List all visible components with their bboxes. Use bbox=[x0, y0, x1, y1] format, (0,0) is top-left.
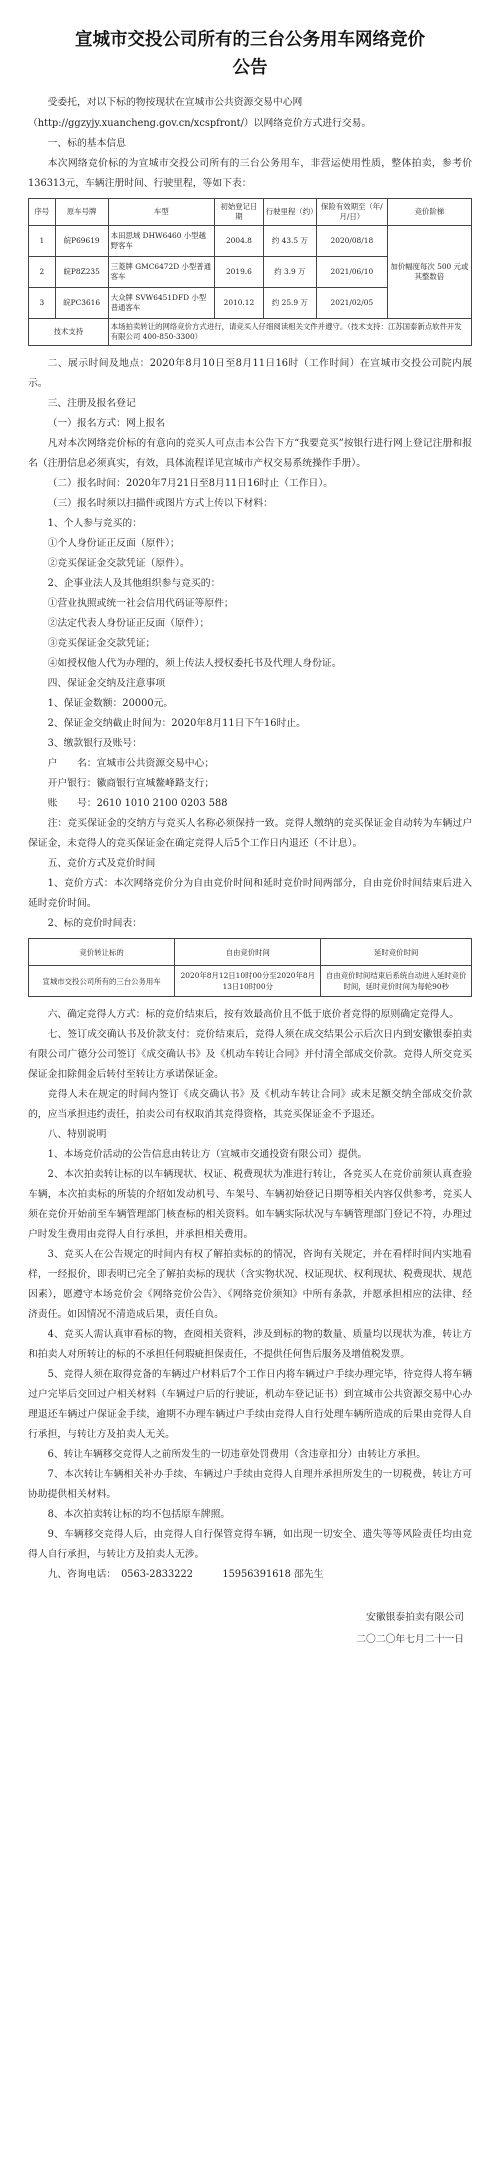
section-3-sub-2: （二）报名时间：2020年7月21日至8月11日16时止（工作日）。 bbox=[47, 478, 334, 489]
table-cell: 约 3.9 万 bbox=[263, 257, 316, 288]
title-line-1: 宣城市交投公司所有的三台公务用车网络竞价 bbox=[75, 30, 425, 50]
table-cell: 2020/08/18 bbox=[316, 226, 387, 257]
table-cell: 约 43.5 万 bbox=[263, 226, 316, 257]
signature-date: 二〇二〇年七月二十一日 bbox=[356, 1634, 464, 1645]
table-cell: 2021/02/05 bbox=[316, 288, 387, 319]
header-cell: 序号 bbox=[29, 199, 56, 226]
bid-step-cell: 加价幅度每次 500 元或其整数倍 bbox=[387, 226, 471, 319]
header-cell: 初始登记日期 bbox=[215, 199, 264, 226]
intro bbox=[28, 92, 472, 134]
table-cell: 2020年8月12日10时00分至2020年8月13日10时00分 bbox=[175, 966, 321, 997]
list-item: 4、竞买人需认真审看标的物，查阅相关资料，涉及到标的物的数量、质量均以现状为准，转让方和拍卖人对所转让的标的不承担任何瑕疵担保责任，不提供任何售后服务及增值税发票。 bbox=[28, 1329, 472, 1360]
list-item: 1、竞价方式：本次网络竞价分为自由竞价时间和延时竞价时间两部分，自由竞价时间结束后进入延时竞价时间。 bbox=[28, 878, 472, 909]
list-item: 7、本次转让车辆相关补办手续、车辆过户手续由竞得人自理并承担所发生的一切税费，转让方可协助提供相关材料。 bbox=[28, 1469, 472, 1500]
table-cell: 2010.12 bbox=[215, 288, 264, 319]
intro-line-2: （http://ggzyjy.xuancheng.gov.cn/xcspfront/）以网络竞价方式进行交易。 bbox=[28, 118, 372, 129]
table-cell: 皖PC3616 bbox=[55, 288, 108, 319]
tech-support-row bbox=[29, 319, 472, 346]
account-name: 户 名：宣城市公共资源交易中心； bbox=[47, 758, 215, 769]
section-7-text: 竞得人未在规定的时间内签订《成交确认书》及《机动车转让合同》或未足额交纳全部成交价款的，应当承担违约责任，拍卖公司有权取消其竞得资格，其竞买保证金不予退还。 bbox=[28, 1089, 472, 1120]
table-cell: 3 bbox=[29, 288, 56, 319]
table-cell: 约 25.9 万 bbox=[263, 288, 316, 319]
list-item: ①个人身份证正反面（原件）； bbox=[47, 538, 180, 549]
timing-table bbox=[28, 938, 472, 997]
section-1-text: 本次网络竞价标的为宣城市交投公司所有的三台公务用车，非营运使用性质，整体拍卖，参考价136313元，车辆注册时间、行驶里程，等如下表： bbox=[28, 158, 472, 189]
table-cell: 三菱牌 GMC6472D 小型普通客车 bbox=[108, 257, 214, 288]
header-cell: 竞价阶梯 bbox=[387, 199, 471, 226]
table-cell: 2 bbox=[29, 257, 56, 288]
list-item: ④如授权他人代为办理的，须上传法人授权委托书及代理人身份证。 bbox=[47, 658, 342, 669]
deposit-note: 注：竞买保证金的交纳方与竞买人名称必须保持一致。竞得人缴纳的竞买保证金自动转为车辆过户保证金，未竞得人的竞买保证金在确定竞得人后5个工作日内退还（不计息）。 bbox=[28, 818, 472, 849]
table-cell: 皖P8Z235 bbox=[55, 257, 108, 288]
section-8-heading: 八、特别说明 bbox=[47, 1129, 107, 1140]
section-4-heading: 四、保证金交纳及注意事项 bbox=[47, 678, 166, 689]
table-cell: 2021/06/10 bbox=[316, 257, 387, 288]
header-cell: 保险有效期至（年/月/日） bbox=[316, 199, 387, 226]
announcement-content bbox=[28, 26, 472, 1651]
list-item: 2、标的竞价时间表： bbox=[47, 918, 142, 929]
list-item: ③竞买保证金交款凭证； bbox=[47, 638, 156, 649]
account-number: 账 号：2610 1010 2100 0203 588 bbox=[47, 798, 228, 809]
intro-line-1: 受委托，对以下标的物按现状在宣城市公共资源交易中心网 bbox=[47, 97, 303, 108]
list-item: 3、缴款银行及账号： bbox=[47, 738, 142, 749]
header-cell: 自由竞价时间 bbox=[175, 939, 321, 966]
contact-phone: 九、咨询电话： 0563-2833222 15956391618 邵先生 bbox=[47, 1569, 324, 1580]
vehicle-table bbox=[28, 198, 472, 346]
signature-block bbox=[28, 1607, 472, 1651]
list-item: ①营业执照或统一社会信用代码证等原件； bbox=[47, 598, 234, 609]
table-cell: 皖P69619 bbox=[55, 226, 108, 257]
section-5-heading: 五、竞价方式及竞价时间 bbox=[47, 858, 156, 869]
list-item: 2、保证金交纳截止时间为：2020年8月11日下午16时止。 bbox=[47, 718, 306, 729]
table-cell: 2004.8 bbox=[215, 226, 264, 257]
list-item: 5、竞得人须在取得竞备的车辆过户材料后7个工作日内将车辆过户手续办理完毕，待竞得人将车辆过户完毕后交回过户相关材料（车辆过户后的行驶证，机动车登记证书）到宣城市公共资源交易中心办理退还车辆过户保证金手续，逾期不办理车辆过户手续由竞得人自行处理车辆所造成的后果由竞得人自行承担，与转让方及拍卖人无关。 bbox=[28, 1369, 472, 1440]
list-item: ②法定代表人身份证正反面（原件）； bbox=[47, 618, 210, 629]
list-item: 2、本次拍卖转让标的以车辆现状、权证、税费现状为准进行转让，各竞买人在竞价前须认真查验车辆，本次拍卖标的所装的介绍如发动机号、车架号、车辆初始登记日期等相关内容仅供参考，竞买人须在竞价开始前至车辆管理部门核查标的相关资料。如车辆实际状况与车辆管理部门登记不符，办理过户时发生费用由竞得人自行承担，并承担相关费用。 bbox=[28, 1169, 472, 1240]
page-title bbox=[28, 26, 472, 82]
tech-support-label: 技术支持 bbox=[29, 319, 109, 346]
tech-support-text: 本场拍卖转让的网络竞价方式进行，请竞买人仔细阅读相关文件并遵守。（技术支持：江苏国泰新点软件开发有限公司 400-850-3300） bbox=[108, 319, 471, 346]
signature-company: 安徽银泰拍卖有限公司 bbox=[366, 1612, 464, 1623]
section-3-sub-1: （一）报名方式：网上报名 bbox=[47, 418, 166, 429]
section-3-sub-3: （三）报名时须以扫描件或图片方式上传以下材料： bbox=[47, 498, 273, 509]
header-cell: 车型 bbox=[108, 199, 214, 226]
section-3-sub-1-text: 凡对本次网络竞价标的有意向的竞买人可点击本公告下方“我要竞买”按银行进行网上登记注册和报名（注册信息必须真实，有效，具体流程详见宣城市产权交易系统操作手册）。 bbox=[28, 438, 472, 469]
list-item: 2、企事业法人及其他组织参与竞买的： bbox=[47, 578, 221, 589]
header-cell: 延时竞价时间 bbox=[321, 939, 472, 966]
table-cell: 2019.6 bbox=[215, 257, 264, 288]
list-item: 9、车辆移交竞得人后，由竞得人自行保管竞得车辆，如出现一切安全、遗失等等风险责任均由竞得人自行承担，与转让方及拍卖人无涉。 bbox=[28, 1529, 472, 1560]
table-cell: 大众牌 SVW6451DFD 小型普通客车 bbox=[108, 288, 214, 319]
table-row bbox=[29, 966, 472, 997]
section-3-heading: 三、注册及报名登记 bbox=[47, 398, 136, 409]
account-bank: 开户银行：徽商银行宣城鳌峰路支行； bbox=[47, 778, 215, 789]
list-item: 6、转让车辆移交竞得人之前所发生的一切违章处罚费用（含违章扣分）由转让方承担。 bbox=[47, 1449, 427, 1460]
table-row bbox=[29, 226, 472, 257]
title-line-2: 公告 bbox=[232, 58, 268, 78]
table-cell: 自由竞价时间结束后系统自动进入延时竞价时间，延时竞价时间为每轮90秒 bbox=[321, 966, 472, 997]
vehicle-table-header bbox=[29, 199, 472, 226]
header-cell: 原车号牌 bbox=[55, 199, 108, 226]
list-item: 1、本场竞价活动的公告信息由转让方（宣城市交通投资有限公司）提供。 bbox=[47, 1149, 368, 1160]
table-cell: 本田思域 DHW6460 小型越野客车 bbox=[108, 226, 214, 257]
header-cell: 行驶里程（约） bbox=[263, 199, 316, 226]
list-item: 1、个人参与竞买的： bbox=[47, 518, 142, 529]
header-cell: 竞价转让标的 bbox=[29, 939, 175, 966]
section-7-heading: 七、签订成交确认书及价款支付：竞价结束后，竞得人须在成交结果公示后次日内到安徽银泰拍卖有限公司广德分公司签订《成交确认书》及《机动车转让合同》并付清全部成交价款。竞得人所交竞买保证金扣除佣金后转付至转让方承诺保证金。 bbox=[28, 1029, 472, 1080]
timing-table-header bbox=[29, 939, 472, 966]
table-cell: 宣城市交投公司所有的三台公务用车 bbox=[29, 966, 175, 997]
table-cell: 1 bbox=[29, 226, 56, 257]
list-item: 3、竞买人在公告规定的时间内有权了解拍卖标的的情况，咨询有关规定，并在看样时间内实地看样，一经报价，即表明已完全了解拍卖标的现状（含实物状况、权证现状、权利现状、税费现状、规范因素），愿遵守本场竞价会《网络竞价公告》、《网络竞价须知》中所有条款，并愿承担相应的法律、经济责任。如因情况不清造成后果，责任自负。 bbox=[28, 1249, 472, 1320]
list-item: 8、本次拍卖转让标的均不包括原车牌照。 bbox=[47, 1509, 231, 1520]
section-1-heading: 一、标的基本信息 bbox=[47, 138, 126, 149]
section-6: 六、确定竞得人方式：标的竞价结束后，按有效最高价且不低于底价者竞得的原则确定竞得人。 bbox=[47, 1009, 460, 1020]
list-item: ②竞买保证金交款凭证（原件）。 bbox=[47, 558, 190, 569]
list-item: 1、保证金数额：20000元。 bbox=[47, 698, 174, 709]
section-2: 二、展示时间及地点：2020年8月10日至8月11日16时（工作时间）在宣城市交投公司院内展示。 bbox=[28, 358, 472, 389]
